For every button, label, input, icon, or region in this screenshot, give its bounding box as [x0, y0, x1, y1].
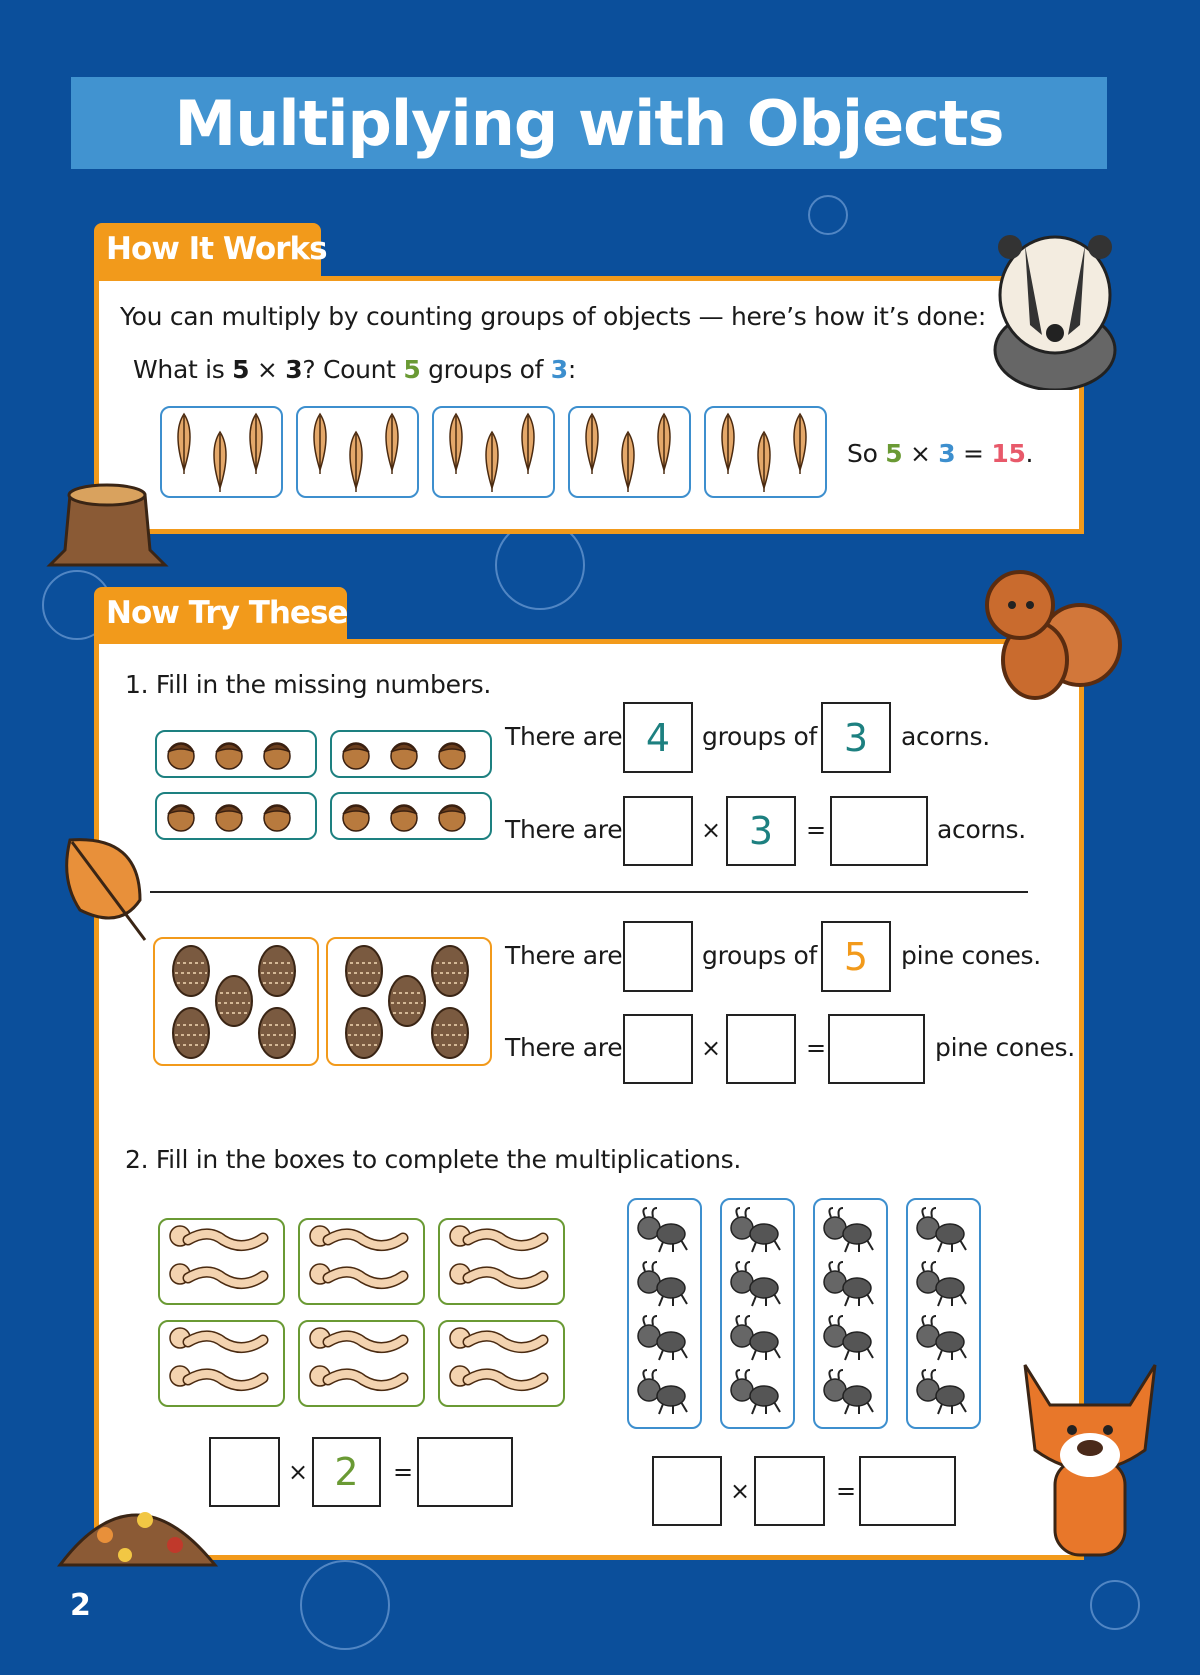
worm-icon [308, 1364, 413, 1394]
pine-cones-label: pine cones. [901, 941, 1041, 970]
q-text: What is [133, 355, 233, 384]
ant-icon [821, 1260, 879, 1308]
acorn-icon [436, 798, 470, 834]
q-text2: ? Count [302, 355, 404, 384]
acorn-icon [165, 736, 199, 772]
acorn-icon [436, 736, 470, 772]
acorn-icon [388, 736, 422, 772]
leaf-group [160, 406, 283, 498]
acorn-icon [340, 798, 374, 834]
ant-group [627, 1198, 702, 1429]
pinecone-icon [430, 943, 470, 999]
tree-stump-illustration [45, 480, 175, 570]
there-are-label: There are [505, 815, 623, 844]
ant-icon [821, 1368, 879, 1416]
leaf-group [296, 406, 419, 498]
oak-leaf-icon [580, 412, 605, 476]
q-a: 5 [232, 355, 250, 384]
oak-leaf-icon [652, 412, 677, 476]
ant-icon [821, 1206, 879, 1254]
pinecone-icon [214, 973, 254, 1029]
acorn-group [155, 792, 317, 840]
acorn-group [330, 730, 492, 778]
equals-sign: = [836, 1477, 857, 1505]
acorn-group [155, 730, 317, 778]
worm-icon [168, 1326, 273, 1356]
acorn-icon [388, 798, 422, 834]
a-end: . [1025, 439, 1034, 468]
worm-group [158, 1320, 285, 1407]
a-text: So [847, 439, 886, 468]
ant-icon [914, 1260, 972, 1308]
pinecone-icon [344, 943, 384, 999]
worm-group [298, 1218, 425, 1305]
now-try-these-tab: Now Try These [94, 587, 347, 639]
worm-factor2-box[interactable]: 2 [312, 1437, 381, 1507]
oak-leaf-icon [616, 430, 641, 494]
worm-icon [168, 1224, 273, 1254]
example-question [133, 355, 576, 384]
title-banner [71, 77, 1107, 169]
oak-leaf-icon [480, 430, 505, 494]
pinecone-icon [171, 943, 211, 999]
ant-factor1-box[interactable] [652, 1456, 722, 1526]
worm-icon [308, 1224, 413, 1254]
q-b: 3 [285, 355, 303, 384]
there-are-label: There are [505, 1033, 623, 1062]
worm-icon [168, 1364, 273, 1394]
cone-groups-box[interactable] [623, 921, 693, 992]
example-answer [847, 439, 1033, 468]
page-title: Multiplying with Objects [174, 86, 1004, 160]
worm-icon [448, 1262, 553, 1292]
times-sign: × [288, 1458, 309, 1486]
acorn-factor1-box[interactable] [623, 796, 693, 866]
times-sign: × [730, 1477, 751, 1505]
q-times: × [249, 355, 286, 384]
intro-text: You can multiply by counting groups of objects — here’s how it’s done: [120, 302, 986, 331]
oak-leaf-icon [344, 430, 369, 494]
ant-icon [635, 1260, 693, 1308]
oak-leaf-icon [172, 412, 197, 476]
ant-icon [635, 1368, 693, 1416]
swirl-decoration [808, 195, 848, 235]
a-a: 5 [885, 439, 903, 468]
pinecone-group [153, 937, 319, 1066]
ant-factor2-box[interactable] [754, 1456, 825, 1526]
equals-sign: = [393, 1458, 414, 1486]
acorn-icon [213, 736, 247, 772]
a-eq: = [955, 439, 992, 468]
ant-icon [821, 1314, 879, 1362]
times-sign: × [701, 816, 722, 844]
ant-icon [914, 1314, 972, 1362]
ant-icon [728, 1260, 786, 1308]
swirl-decoration [1090, 1580, 1140, 1630]
oak-leaf-icon [516, 412, 541, 476]
ant-group [906, 1198, 981, 1429]
worm-icon [448, 1224, 553, 1254]
ant-product-box[interactable] [859, 1456, 956, 1526]
cone-factor2-box[interactable] [726, 1014, 796, 1084]
q-mid: groups of [420, 355, 551, 384]
badger-illustration [980, 225, 1130, 390]
ant-icon [635, 1206, 693, 1254]
q-end: : [567, 355, 576, 384]
worm-icon [308, 1326, 413, 1356]
question-1-label: 1. Fill in the missing numbers. [125, 670, 492, 699]
oak-leaf-icon [716, 412, 741, 476]
pinecone-icon [257, 943, 297, 999]
acorn-icon [261, 736, 295, 772]
leaf-group [432, 406, 555, 498]
q-groups: 5 [403, 355, 421, 384]
acorn-groups-box[interactable]: 4 [623, 702, 693, 773]
leaf-group [568, 406, 691, 498]
worm-icon [308, 1262, 413, 1292]
oak-leaf-icon [308, 412, 333, 476]
oak-leaf-icon [244, 412, 269, 476]
ant-icon [914, 1368, 972, 1416]
acorn-factor2-box[interactable]: 3 [726, 796, 796, 866]
equals-sign: = [806, 816, 827, 844]
divider [150, 891, 1028, 893]
worm-group [438, 1320, 565, 1407]
worm-group [298, 1320, 425, 1407]
groups-of-label: groups of [702, 722, 817, 751]
oak-leaf-icon [208, 430, 233, 494]
a-b: 3 [938, 439, 956, 468]
a-times: × [902, 439, 939, 468]
pinecone-group [326, 937, 492, 1066]
worm-product-box[interactable] [417, 1437, 513, 1507]
ant-icon [635, 1314, 693, 1362]
pinecone-icon [387, 973, 427, 1029]
acorn-icon [340, 736, 374, 772]
pinecone-icon [171, 1005, 211, 1061]
pinecone-icon [344, 1005, 384, 1061]
leaf-group [704, 406, 827, 498]
equals-sign: = [806, 1034, 827, 1062]
worm-group [158, 1218, 285, 1305]
pinecone-icon [257, 1005, 297, 1061]
acorn-icon [213, 798, 247, 834]
autumn-leaf-illustration [60, 830, 150, 945]
there-are-label: There are [505, 941, 623, 970]
ant-icon [728, 1368, 786, 1416]
worm-icon [168, 1262, 273, 1292]
worm-icon [448, 1364, 553, 1394]
acorns-label: acorns. [937, 815, 1026, 844]
there-are-label: There are [505, 722, 623, 751]
cone-product-box[interactable] [828, 1014, 925, 1084]
worm-group [438, 1218, 565, 1305]
acorn-icon [261, 798, 295, 834]
ant-icon [914, 1206, 972, 1254]
a-result: 15 [991, 439, 1026, 468]
times-sign: × [701, 1034, 722, 1062]
swirl-decoration [300, 1560, 390, 1650]
leaf-pile-illustration [55, 1475, 220, 1575]
oak-leaf-icon [752, 430, 777, 494]
oak-leaf-icon [380, 412, 405, 476]
oak-leaf-icon [444, 412, 469, 476]
acorns-label: acorns. [901, 722, 990, 751]
acorn-icon [165, 798, 199, 834]
worm-icon [448, 1326, 553, 1356]
acorn-group [330, 792, 492, 840]
cone-factor1-box[interactable] [623, 1014, 693, 1084]
oak-leaf-icon [788, 412, 813, 476]
acorn-per-group-box[interactable]: 3 [821, 702, 891, 773]
q-of: 3 [550, 355, 568, 384]
pinecone-icon [430, 1005, 470, 1061]
squirrel-illustration [975, 560, 1125, 705]
ant-icon [728, 1314, 786, 1362]
pine-cones-label: pine cones. [935, 1033, 1075, 1062]
ant-group [720, 1198, 795, 1429]
page-number: 2 [70, 1588, 91, 1623]
cone-per-group-box[interactable]: 5 [821, 921, 891, 992]
question-2-label: 2. Fill in the boxes to complete the multiplications. [125, 1145, 742, 1174]
ant-icon [728, 1206, 786, 1254]
fox-illustration [1010, 1360, 1170, 1570]
acorn-product-box[interactable] [830, 796, 928, 866]
ant-group [813, 1198, 888, 1429]
groups-of-label: groups of [702, 941, 817, 970]
how-it-works-tab: How It Works [94, 223, 321, 276]
